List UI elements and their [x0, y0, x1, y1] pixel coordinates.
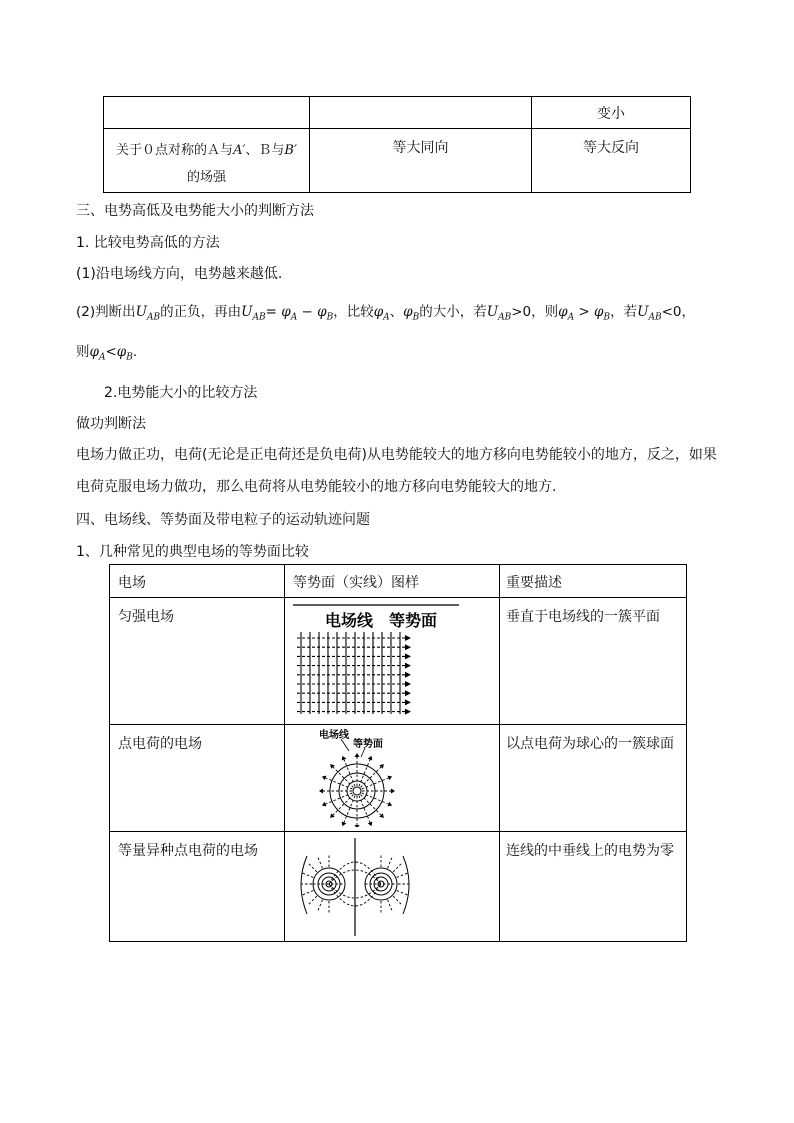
dipole-field-line [388, 856, 393, 868]
table1-r2-c1 [104, 129, 310, 193]
symmetric-points-label: 关于０点对称的Ａ与A′、Ｂ与B′ 的场强 [116, 143, 297, 185]
section3-heading: 三、电势高低及电势能大小的判断方法 [76, 203, 314, 219]
field-lines-label: 电场线 [325, 611, 374, 630]
section3-item1: (1)沿电场线方向，电势越来越低. [76, 266, 283, 282]
table1-r1-c3: 变小 [532, 97, 691, 129]
field-lines-label-2: 电场线 [319, 730, 349, 741]
section4-heading: 四、电场线、等势面及带电粒子的运动轨迹问题 [76, 512, 370, 528]
table2-row2-field: 点电荷的电场 [110, 725, 285, 832]
arrow-head [405, 644, 411, 650]
table2-header-figure: 等势面（实线）图样 [285, 565, 500, 598]
table2-row3-desc: 连线的中垂线上的电势为零 [500, 832, 687, 942]
section3-sub2: 2.电势能大小的比较方法 [104, 385, 258, 401]
dipole-field-line [393, 863, 402, 872]
equipotential-label: 等势面 [389, 611, 438, 630]
section3-sub1: 1. 比较电势高低的方法 [76, 235, 220, 251]
equipotential-table [109, 564, 687, 942]
table2-row1-desc: 垂直于电场线的一簇平面 [500, 598, 687, 725]
section3-item2-cont: 则$\varphi_A<\varphi_B$. [76, 344, 138, 363]
radial-line [333, 795, 354, 816]
dipole-field-line [393, 896, 402, 905]
table2-row3-figure [285, 832, 500, 942]
dipole-field-line [397, 891, 409, 896]
section3-item2: (2)判断出$U_{AB}$的正负，再由$U_{AB}= \varphi_A - \varphi_B$，比较$\varphi_A$、$\varphi_B$的大小，若$U_{AB}>0$，则$\varphi_A > \varphi_B$，若$U_{AB}<0$， [76, 304, 696, 323]
equipotential-label-2: 等势面 [353, 739, 383, 750]
arrow-head [405, 690, 411, 696]
arrow-head [391, 789, 395, 794]
arrow-head [405, 663, 411, 669]
uniform-field-figure [291, 602, 461, 718]
work-method-title: 做功判断法 [76, 416, 146, 432]
dipole-field-line [318, 856, 323, 868]
comparison-table-top [103, 96, 691, 193]
arrow-head [405, 672, 411, 678]
arrow-head [355, 825, 360, 827]
table2-header-field: 电场 [110, 565, 285, 598]
uniform-field-grid [297, 632, 411, 715]
dipole-field-line [301, 891, 313, 896]
radial-line [333, 767, 354, 788]
paragraph-line2: 电荷克服电场力做功，那么电荷将从电势能较小的地方移向电势能较大的地方. [76, 479, 557, 495]
table2-header-desc: 重要描述 [500, 565, 687, 598]
arrow-head [355, 753, 360, 757]
table2-row2-desc: 以点电荷为球心的一簇球面 [500, 725, 687, 832]
dipole-field-line [397, 873, 409, 878]
dipole-field-line [318, 900, 323, 912]
table1-r2-c2: 等大同向 [310, 129, 532, 193]
arrow-head [405, 699, 411, 705]
dipole-field-line [308, 896, 317, 905]
dipole-figure [293, 836, 417, 940]
table2-row1-figure [285, 598, 500, 725]
arrow-head [319, 789, 323, 794]
point-charge-figure [309, 727, 429, 827]
table2-row2-figure [285, 725, 500, 832]
dipole-field-line [301, 873, 313, 878]
arrow-head [405, 635, 411, 641]
table1-r1-c1 [104, 97, 310, 129]
table1-r1-c2 [310, 97, 532, 129]
radial-line [361, 795, 382, 816]
arrow-head [405, 709, 411, 715]
dipole-field-line [388, 900, 393, 912]
radial-line [361, 767, 382, 788]
arrow-head [405, 681, 411, 687]
table2-row3-field: 等量异种点电荷的电场 [110, 832, 285, 942]
arrow-head [405, 653, 411, 659]
section4-sub1: 1、几种常见的典型电场的等势面比较 [76, 544, 309, 560]
dipole-field-line [308, 863, 317, 872]
paragraph-line1: 电场力做正功，电荷(无论是正电荷还是负电荷)从电势能较大的地方移向电势能较小的地方，反之，如果 [76, 447, 717, 463]
table2-row1-field: 匀强电场 [110, 598, 285, 725]
table1-r2-c3: 等大反向 [532, 129, 691, 193]
